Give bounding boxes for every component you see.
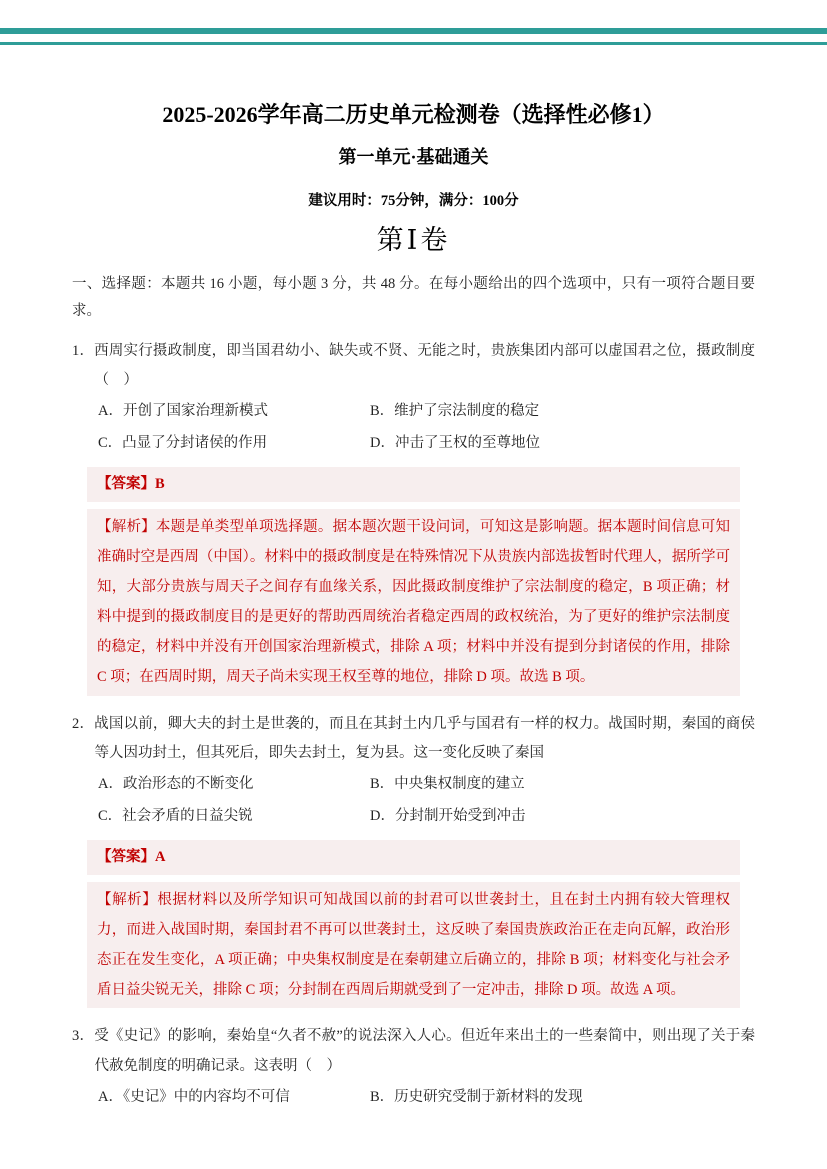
analysis-text: 【解析】本题是单类型单项选择题。据本题次题干设问词，可知这是影响题。据本题时间信息可知准确时空是西周（中国）。材料中的摄政制度是在特殊情况下从贵族内部选拔暂时代理人，据所学可知，大部分贵族与周天子之间存有血缘关系，因此摄政制度维护了宗法制度的稳定，B 项正确；材料中提到的摄政制度目的是更好的帮助西周统治者稳定西周的政权统治，为了更好的维护宗法制度的稳定，材料中并没有开创国家治理新模式，排除 A 项；材料中并没有提到分封诸侯的作用，排除 C 项；在西周时期，周天子尚未实现王权至尊的地位，排除 D 项。故选 B 项。 <box>87 509 740 696</box>
option-b: B．维护了宗法制度的稳定 <box>370 403 540 420</box>
top-accent-bar-thin <box>0 42 827 45</box>
question-3 <box>72 1022 755 1109</box>
option-a: A．开创了国家治理新模式 <box>98 403 268 420</box>
question-1 <box>72 337 755 696</box>
option-d: D．分封制开始受到冲击 <box>370 808 526 825</box>
analysis-text: 【解析】根据材料以及所学知识可知战国以前的封君可以世袭封土，且在封土内拥有较大管理权力，而进入战国时期，秦国封君不再可以世袭封土，这反映了秦国贵族政治正在走向瓦解，政治形态正在发生变化，A 项正确；中央集权制度是在秦朝建立后确立的，排除 B 项；材料变化与社会矛盾日益尖锐无关，排除 C 项；分封制在西周后期就受到了一定冲击，排除 D 项。故选 A 项。 <box>87 882 740 1009</box>
option-d: D．冲击了王权的至尊地位 <box>370 435 540 452</box>
answer-line: 【答案】B <box>87 467 740 501</box>
question-stem: 1．西周实行摄政制度，即当国君幼小、缺失或不贤、无能之时，贵族集团内部可以虚国君之位，摄政制度（ ） <box>72 342 755 389</box>
exam-title: 2025-2026学年高二历史单元检测卷（选择性必修1） <box>162 102 665 127</box>
option-c: C．凸显了分封诸侯的作用 <box>98 435 268 452</box>
time-note: 建议用时：75分钟，满分：100分 <box>308 193 519 209</box>
question-stem: 3．受《史记》的影响，秦始皇“久者不赦”的说法深入人心。但近年来出土的一些秦简中，则出现了关于秦代赦免制度的明确记录。这表明（ ） <box>72 1028 755 1075</box>
top-accent-bar-thick <box>0 28 827 34</box>
answer-line: 【答案】A <box>87 840 740 874</box>
option-b: B．中央集权制度的建立 <box>370 776 525 793</box>
option-a: A．《史记》中的内容均不可信 <box>98 1088 290 1105</box>
option-a: A．政治形态的不断变化 <box>98 776 254 793</box>
section-instructions: 一、选择题：本题共 16 小题，每小题 3 分，共 48 分。在每小题给出的四个选项中，只有一项符合题目要求。 <box>72 276 755 319</box>
unit-subtitle: 第一单元·基础通关 <box>338 147 489 167</box>
option-c: C．社会矛盾的日益尖锐 <box>98 808 253 825</box>
question-options <box>98 773 755 828</box>
section-title: 第Ⅰ卷 <box>376 225 451 255</box>
question-stem: 2．战国以前，卿大夫的封土是世袭的，而且在其封土内几乎与国君有一样的权力。战国时期，秦国的商侯等人因功封土，但其死后，即失去封土，复为县。这一变化反映了秦国 <box>72 715 755 762</box>
option-b: B．历史研究受制于新材料的发现 <box>370 1088 583 1105</box>
question-options <box>98 1086 755 1109</box>
question-2 <box>72 710 755 1009</box>
question-options <box>98 400 755 455</box>
